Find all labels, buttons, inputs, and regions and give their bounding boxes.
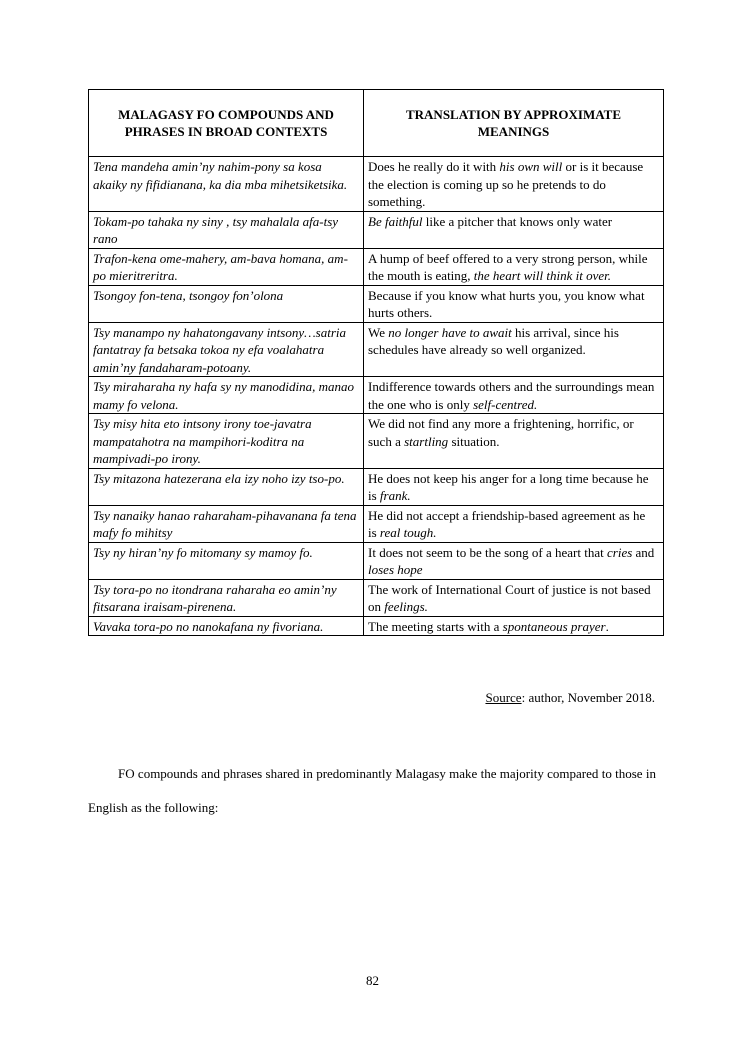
translation — [364, 211, 664, 248]
translation — [364, 157, 664, 212]
malagasy-phrase: Trafon-kena ome-mahery, am-bava homana, am-po mieritreritra. — [89, 248, 364, 285]
table-row — [89, 616, 664, 636]
source-label: Source — [485, 690, 522, 705]
table-header-row — [89, 90, 664, 157]
table-row — [89, 248, 664, 285]
translation — [364, 285, 664, 322]
translation-emphasis: the heart will think it over. — [473, 268, 612, 283]
source-note — [485, 690, 655, 706]
source-text: : author, November 2018. — [521, 690, 655, 705]
translation-emphasis: real tough. — [379, 525, 437, 540]
translation-text: A hump of beef offered to a very strong person, while the mouth is eating, — [368, 250, 648, 283]
translation-text: or is it because the election is coming up so he pretends to do something. — [368, 159, 644, 209]
translation — [364, 579, 664, 616]
table-row — [89, 157, 664, 212]
table-row — [89, 322, 664, 377]
malagasy-phrase: Tsy nanaiky hanao raharaham-pihavanana fa tena mafy fo mihitsy — [89, 505, 364, 542]
translation-text: Indifference towards others and the surroundings mean the one who is only — [368, 379, 655, 412]
translation-text: The work of International Court of justice is not based on — [368, 581, 651, 614]
translation-emphasis: no longer have to await — [388, 324, 512, 340]
malagasy-phrase: Tena mandeha amin’ny nahim-pony sa kosa akaiky ny fifidianana, ka dia mba mihetsiketsika. — [89, 157, 364, 212]
translation-emphasis: Be faithful — [368, 213, 423, 229]
translation-text: We — [368, 324, 389, 340]
malagasy-phrase: Tsongoy fon-tena, tsongoy fon’olona — [89, 285, 364, 322]
translation-emphasis: startling — [404, 433, 449, 449]
paragraph-text: FO compounds and phrases shared in predominantly Malagasy make the majority compared to those in English as the following: — [88, 766, 656, 815]
malagasy-phrase: Tsy mitazona hatezerana ela izy noho izy tso-po. — [89, 468, 364, 505]
fo-compounds-table — [88, 89, 664, 636]
translation-emphasis: frank. — [379, 488, 411, 503]
translation-text: and — [632, 544, 655, 560]
table-row — [89, 468, 664, 505]
translation — [364, 616, 664, 636]
malagasy-phrase: Tsy manampo ny hahatongavany intsony…satria fantatray fa betsaka tokoa ny efa voalahatra amin’ny fandaharam-potoany. — [89, 322, 364, 377]
translation-text: The meeting starts with a — [368, 618, 503, 634]
table-row — [89, 542, 664, 579]
translation-text: We did not find any more a frightening, horrific, or such a — [368, 416, 634, 449]
malagasy-phrase: Tsy misy hita eto intsony irony toe-javatra mampatahotra na mampihori-koditra na mampivadi-po irony. — [89, 414, 364, 469]
table-row — [89, 377, 664, 414]
translation-emphasis: spontaneous prayer — [502, 618, 606, 634]
translation-text: Because if you know what hurts you, you know what hurts others. — [368, 287, 645, 320]
translation — [364, 377, 664, 414]
header-malagasy: MALAGASY FO COMPOUNDS AND PHRASES IN BROAD CONTEXTS — [89, 90, 364, 157]
malagasy-phrase: Vavaka tora-po no nanokafana ny fivoriana. — [89, 616, 364, 636]
table-body — [89, 157, 664, 636]
translation-text: Does he really do it with — [368, 159, 500, 174]
translation-emphasis: loses hope — [368, 562, 423, 577]
translation-emphasis: self-centred. — [473, 396, 538, 412]
table-row — [89, 285, 664, 322]
malagasy-phrase: Tsy miraharaha ny hafa sy ny manodidina, manao mamy fo velona. — [89, 377, 364, 414]
table-row — [89, 579, 664, 616]
translation-text: like a pitcher that knows only water — [422, 213, 613, 229]
table-row — [89, 211, 664, 248]
translation — [364, 248, 664, 285]
page-number: 82 — [366, 973, 379, 988]
table-row — [89, 505, 664, 542]
header-translation: TRANSLATION BY APPROXIMATE MEANINGS — [364, 90, 664, 157]
translation-text: He did not accept a friendship-based agreement as he is — [368, 507, 646, 540]
malagasy-phrase: Tsy tora-po no itondrana raharaha eo amin’ny fitsarana iraisam-pirenena. — [89, 579, 364, 616]
translation — [364, 468, 664, 505]
translation — [364, 322, 664, 377]
malagasy-phrase: Tokam-po tahaka ny siny , tsy mahalala afa-tsy rano — [89, 211, 364, 248]
translation-emphasis: cries — [607, 544, 633, 560]
translation-text: He does not keep his anger for a long time because he is — [368, 470, 649, 503]
body-paragraph — [88, 757, 656, 825]
translation-text: It does not seem to be the song of a heart that — [368, 544, 607, 560]
translation — [364, 505, 664, 542]
translation-text: his arrival, since his schedules have already so well organized. — [368, 324, 619, 357]
translation-text: situation. — [448, 433, 500, 449]
translation-emphasis: feelings. — [384, 599, 428, 614]
translation-text: . — [605, 618, 609, 634]
malagasy-phrase: Tsy ny hiran’ny fo mitomany sy mamoy fo. — [89, 542, 364, 579]
translation — [364, 542, 664, 579]
translation — [364, 414, 664, 469]
translation-emphasis: his own will — [499, 159, 563, 174]
table-row — [89, 414, 664, 469]
